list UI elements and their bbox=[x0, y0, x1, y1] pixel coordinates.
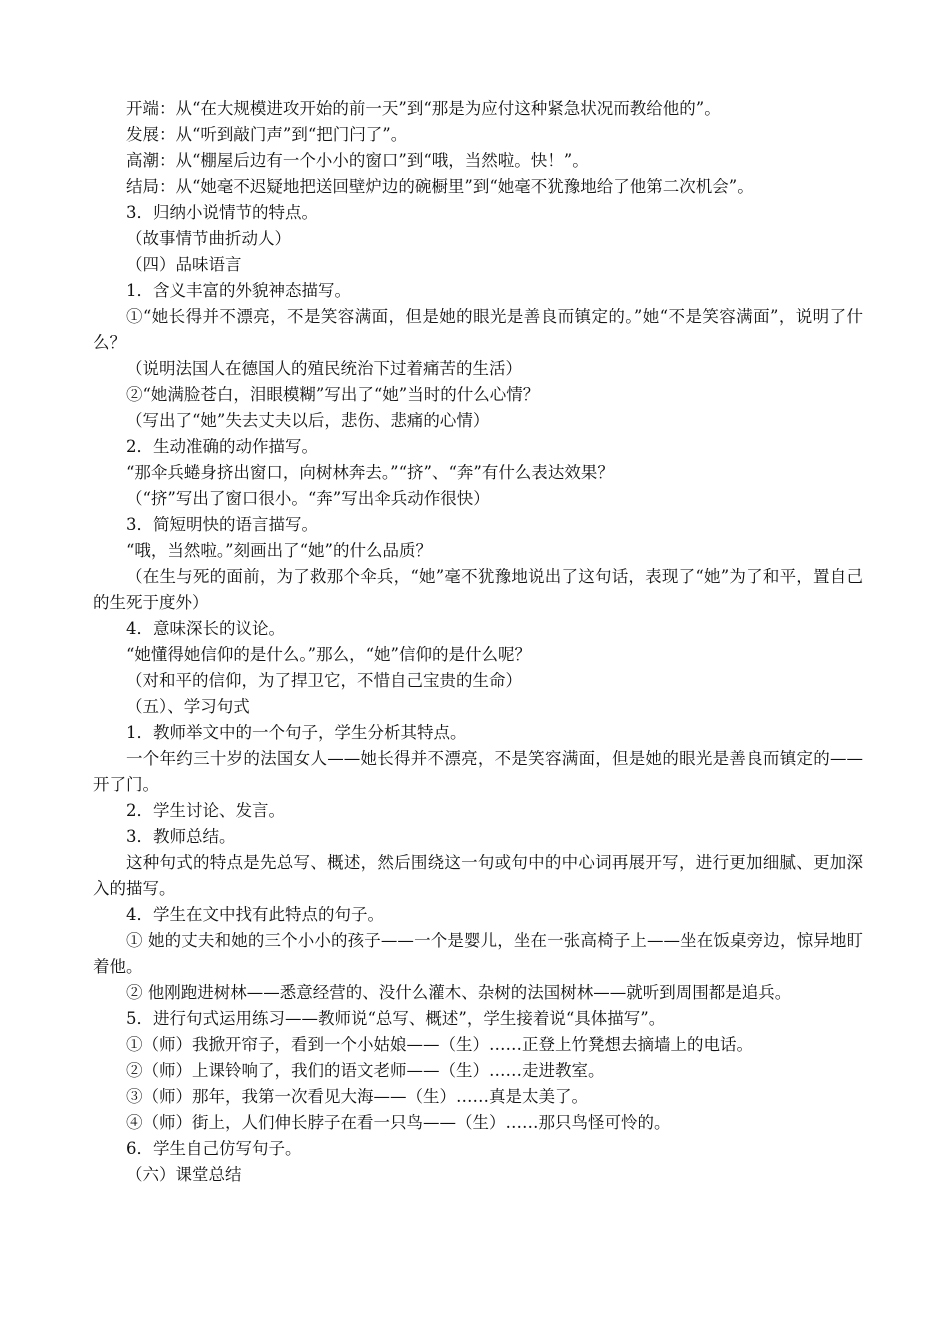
paragraph-answer: （说明法国人在德国人的殖民统治下过着痛苦的生活） bbox=[126, 359, 522, 378]
paragraph-example: ② 他刚跑进树林——悉意经营的、没什么灌木、杂树的法国树林——就听到周围都是追兵。 bbox=[126, 983, 792, 1002]
paragraph-example: ① 她的丈夫和她的三个小小的孩子——一个是婴儿，坐在一张高椅子上——坐在饭桌旁边，惊异地盯着他。 bbox=[93, 931, 863, 976]
paragraph-step-5: 5．进行句式运用练习——教师说“总写、概述”，学生接着说“具体描写”。 bbox=[126, 1009, 666, 1028]
paragraph-step-6: 6．学生自己仿写句子。 bbox=[126, 1139, 302, 1158]
paragraph-answer: （“挤”写出了窗口很小。“奔”写出伞兵动作很快） bbox=[126, 489, 490, 508]
paragraph-step-2: 2．学生讨论、发言。 bbox=[126, 801, 285, 820]
paragraph-answer: （写出了“她”失去丈夫以后，悲伤、悲痛的心情） bbox=[126, 411, 490, 430]
paragraph-question: “那伞兵蜷身挤出窗口，向树林奔去。”“挤”、“奔”有什么表达效果？ bbox=[126, 463, 614, 482]
paragraph-practice: ①（师）我掀开帘子，看到一个小姑娘——（生）……正登上竹凳想去摘墙上的电话。 bbox=[126, 1035, 753, 1054]
paragraph-plot-ending: 结局：从“她毫不迟疑地把送回壁炉边的碗橱里”到“她毫不犹豫地给了他第二次机会”。 bbox=[126, 177, 754, 196]
paragraph-item-1: 1．含义丰富的外貌神态描写。 bbox=[126, 281, 351, 300]
paragraph-example-sentence: 一个年约三十岁的法国女人——她长得并不漂亮，不是笑容满面，但是她的眼光是善良而镇定的——开了门。 bbox=[93, 749, 863, 794]
section-heading-5: （五）、学习句式 bbox=[126, 697, 250, 716]
paragraph-step-3: 3．教师总结。 bbox=[126, 827, 236, 846]
paragraph-item-3: 3．简短明快的语言描写。 bbox=[126, 515, 318, 534]
document-page bbox=[93, 96, 863, 1188]
paragraph-plot-beginning: 开端：从“在大规模进攻开始的前一天”到“那是为应付这种紧急状况而教给他的”。 bbox=[126, 99, 721, 118]
paragraph-answer: （在生与死的面前，为了救那个伞兵，“她”毫不犹豫地说出了这句话，表现了“她”为了和平，置自己的生死于度外） bbox=[93, 567, 863, 612]
paragraph-item-2: 2．生动准确的动作描写。 bbox=[126, 437, 318, 456]
paragraph-step-1: 1．教师举文中的一个句子，学生分析其特点。 bbox=[126, 723, 467, 742]
paragraph-step-3: 3．归纳小说情节的特点。 bbox=[126, 203, 318, 222]
paragraph-practice: ④（师）街上，人们伸长脖子在看一只鸟——（生）……那只鸟怪可怜的。 bbox=[126, 1113, 671, 1132]
paragraph-question: “她懂得她信仰的是什么。”那么，“她”信仰的是什么呢？ bbox=[126, 645, 531, 664]
paragraph-plot-development: 发展：从“听到敲门声”到“把门闩了”。 bbox=[126, 125, 408, 144]
section-heading-4: （四）品味语言 bbox=[126, 255, 242, 274]
paragraph-answer: （对和平的信仰，为了捍卫它，不惜自己宝贵的生命） bbox=[126, 671, 522, 690]
paragraph-practice: ②（师）上课铃响了，我们的语文老师——（生）……走进教室。 bbox=[126, 1061, 605, 1080]
paragraph-summary: 这种句式的特点是先总写、概述，然后围绕这一句或句中的中心词再展开写，进行更加细腻、更加深入的描写。 bbox=[93, 853, 863, 898]
paragraph-practice: ③（师）那年，我第一次看见大海——（生）……真是太美了。 bbox=[126, 1087, 588, 1106]
paragraph-step-4: 4．学生在文中找有此特点的句子。 bbox=[126, 905, 384, 924]
paragraph-answer: （故事情节曲折动人） bbox=[126, 229, 291, 248]
paragraph-plot-climax: 高潮：从“棚屋后边有一个小小的窗口”到“哦，当然啦。快！”。 bbox=[126, 151, 589, 170]
paragraph-question: ②“她满脸苍白，泪眼模糊”写出了“她”当时的什么心情？ bbox=[126, 385, 540, 404]
paragraph-question: “哦，当然啦。”刻画出了“她”的什么品质？ bbox=[126, 541, 432, 560]
paragraph-item-4: 4．意味深长的议论。 bbox=[126, 619, 285, 638]
section-heading-6: （六）课堂总结 bbox=[126, 1165, 242, 1184]
paragraph-question: ①“她长得并不漂亮，不是笑容满面，但是她的眼光是善良而镇定的。”她“不是笑容满面”，说明了什么？ bbox=[93, 307, 863, 352]
